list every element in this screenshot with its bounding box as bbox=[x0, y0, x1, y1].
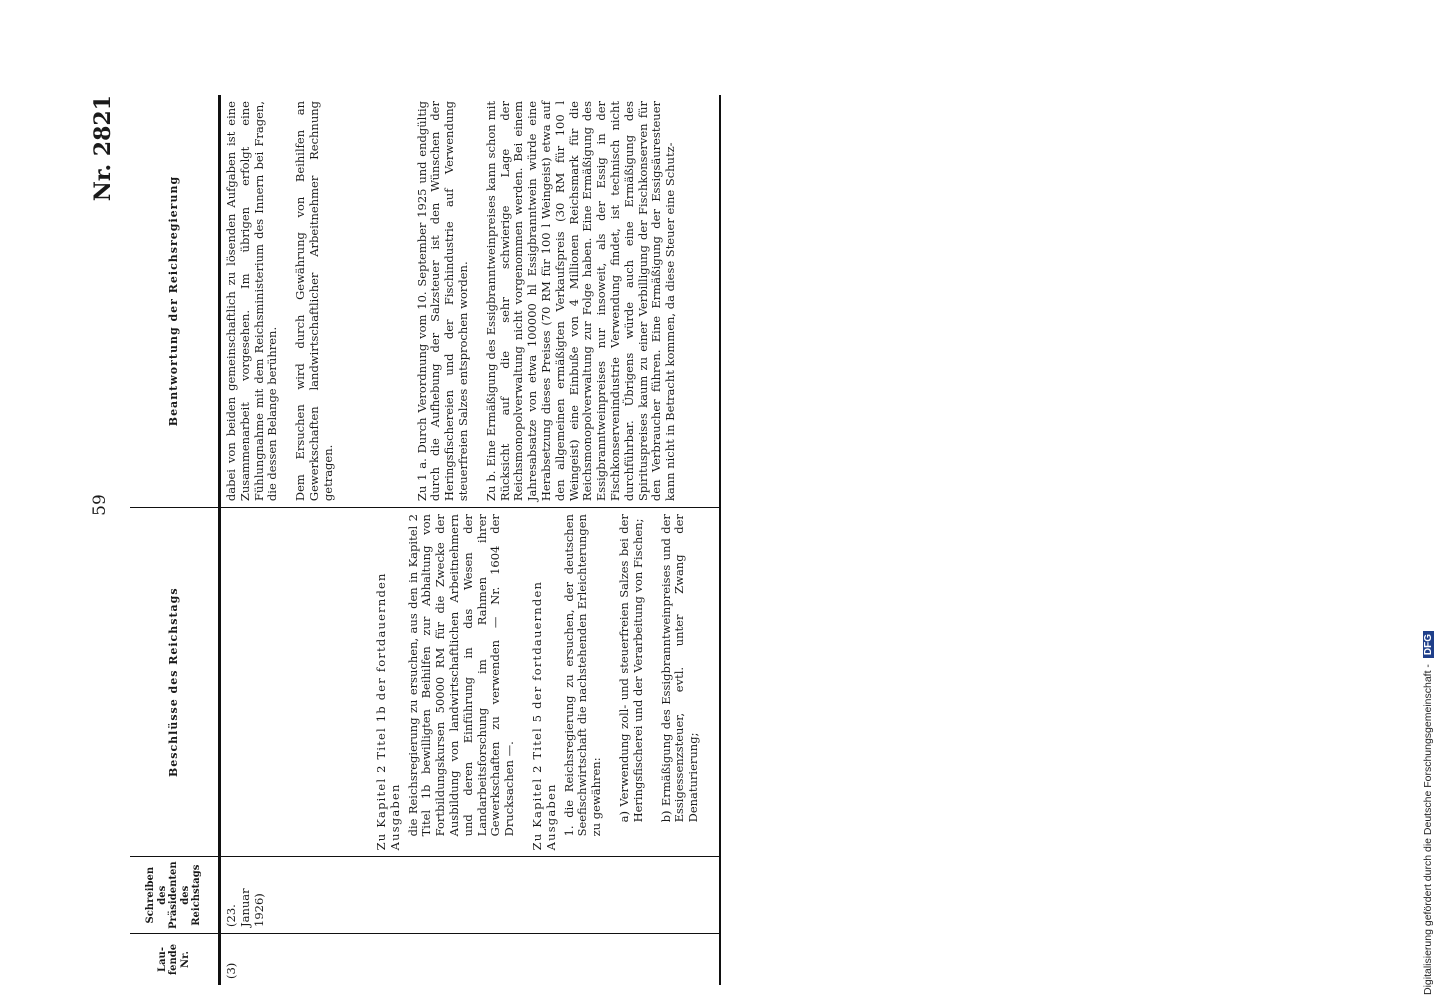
resolution-text-2b: b) Ermäßigung des Essigbranntweinpreises und der Essigessenzsteuer, evtl. unter Zwang der Denaturierung; bbox=[658, 514, 701, 823]
credit-text: Digitalisierung gefördert durch die Deutsche Forschungsgemeinschaft - bbox=[1422, 664, 1434, 995]
resolution-text-2a: a) Verwendung zoll- und steuerfreien Salzes bei der Heringsfischerei und der Verarbeitung von Fischen; bbox=[616, 514, 645, 823]
entry-date: (23. Januar 1926) bbox=[220, 857, 720, 934]
page-number: 59 bbox=[90, 494, 110, 516]
document-page bbox=[90, 95, 1320, 985]
answer-text-0: dabei von beiden gemeinschaftlich zu lösenden Aufgaben ist eine Zusammenarbeit vorgesehen. Im übrigen erfolgt eine Fühlungnahme mit dem Reichsministerium des Innern bei Fragen, die dessen Belange berühren. bbox=[224, 101, 280, 502]
proceedings-table bbox=[130, 95, 721, 985]
answer-text-2: Zu 1 a. Durch Verordnung vom 10. September 1925 und endgültig durch die Aufhebung der Salzsteuer ist den Wünschen der Heringsfischereien und der Fischindustrie auf Verwendung steuerfreien Salzes entsprochen worden. bbox=[414, 101, 470, 502]
answers-cell bbox=[220, 95, 720, 508]
digitization-credit bbox=[1418, 10, 1434, 995]
header-beschluesse: Beschlüsse des Reichstags bbox=[130, 508, 220, 857]
table-row bbox=[220, 95, 720, 985]
resolution-text-1: die Reichsregierung zu ersuchen, aus den in Kapitel 2 Titel 1b bewilligten Beihilfen zur Abhaltung von Fortbildungskursen 50000 RM für die Zwecke der Ausbildung von landwirtschaftlichen Arbeitnehmern und deren Einführung in das Wesen der Landarbeitsforschung im Rahmen ihrer Gewerkschaften zu verwenden — Nr. 1604 der Drucksachen —. bbox=[405, 514, 517, 837]
document-number: Nr. 2821 bbox=[90, 95, 116, 202]
header-laufende-nr: Lau- fende Nr. bbox=[130, 933, 220, 985]
entry-number: (3) bbox=[220, 933, 720, 985]
dfg-logo: DFG bbox=[1423, 631, 1434, 658]
answer-text-1: Dem Ersuchen wird durch Gewährung von Beihilfen an Gewerkschaften landwirtschaftlicher Arbeitnehmer Rechnung getragen. bbox=[293, 101, 335, 502]
table-header-row bbox=[130, 95, 220, 985]
header-beantwortung: Beantwortung der Reichsregierung bbox=[130, 95, 220, 508]
header-schreiben: Schreiben des Präsidenten des Reichstags bbox=[130, 857, 220, 934]
resolution-text-2: 1. die Reichsregierung zu ersuchen, der deutschen Seefischwirtschaft die nachstehenden Erleichterungen zu gewähren: bbox=[561, 514, 604, 837]
resolutions-cell bbox=[220, 508, 720, 857]
resolution-heading-1: Zu Kapitel 2 Titel 1b der fortdauernden Ausgaben bbox=[374, 572, 402, 851]
answer-text-3: Zu b. Eine Ermäßigung des Essigbranntweinpreises kann schon mit Rücksicht auf die sehr schwierige Lage der Reichsmonopolverwaltung nicht vorgenommen werden. Bei einem Jahresabsatze von etwa 100000 hl Essigbranntwein würde eine Herabsetzung dieses Preises (70 RM für 100 l Weingeist) etwa auf den allgemeinen ermäßigten Verkaufspreis (30 RM für 100 l Weingeist) eine Einbuße von 4 Millionen Reichsmark für die Reichsmonopolverwaltung zur Folge haben. Eine Ermäßigung des Essigbranntweinpreises nur insoweit, als der Essig in der Fischkonservenindustrie Verwendung findet, ist technisch nicht durchführbar. Übrigens würde auch eine Ermäßigung des Spirituspreises kaum zu einer Verbilligung der Fischkonserven für den Verbraucher führen. Eine Ermäßigung der Essigsäuresteuer kann nicht in Betracht kommen, da diese Steuer eine Schutz- bbox=[483, 101, 678, 502]
resolution-heading-2: Zu Kapitel 2 Titel 5 der fortdauernden Ausgaben bbox=[529, 580, 558, 851]
